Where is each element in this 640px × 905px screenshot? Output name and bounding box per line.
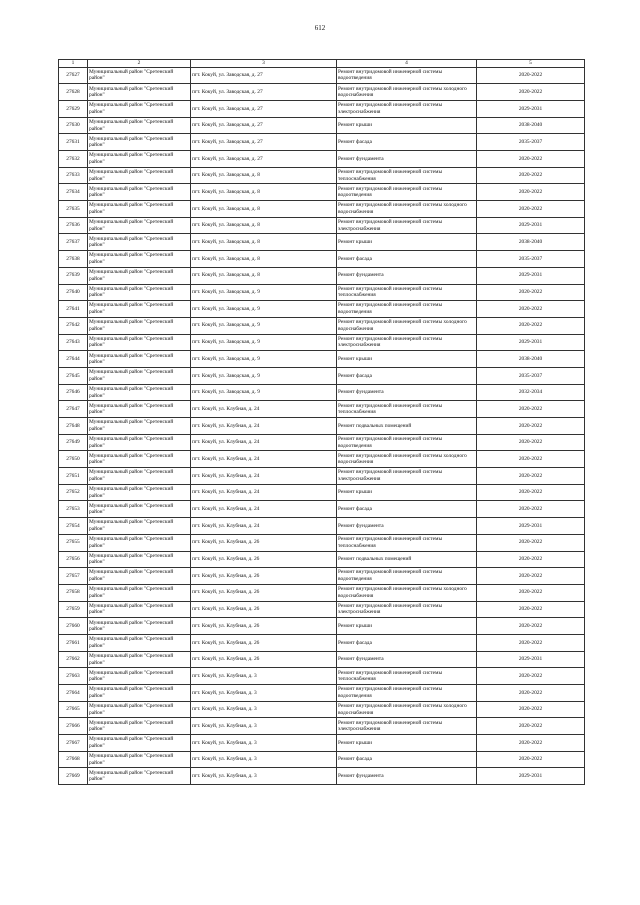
row-number: 27627: [59, 67, 88, 84]
municipality-cell: Муниципальный район "Сретенский район": [88, 685, 191, 702]
work-type-cell: Ремонт внутридомовой инженерной системы холодного водоснабжения: [337, 584, 477, 601]
row-number: 27648: [59, 418, 88, 435]
period-cell: 2020-2022: [477, 451, 585, 468]
municipality-cell: Муниципальный район "Сретенский район": [88, 601, 191, 618]
row-number: 27635: [59, 201, 88, 218]
address-cell: пгт. Кокуй, ул. Заводская, д. 27: [191, 67, 337, 84]
table-row: [59, 367, 585, 384]
address-cell: пгт. Кокуй, ул. Заводская, д. 9: [191, 317, 337, 334]
work-type-cell: Ремонт крыши: [337, 484, 477, 501]
row-number: 27639: [59, 267, 88, 284]
address-cell: пгт. Кокуй, ул. Заводская, д. 9: [191, 367, 337, 384]
address-cell: пгт. Кокуй, ул. Клубная, д. 26: [191, 568, 337, 585]
row-number: 27647: [59, 401, 88, 418]
period-cell: 2020-2022: [477, 668, 585, 685]
work-type-cell: Ремонт внутридомовой инженерной системы теплоснабжения: [337, 668, 477, 685]
row-number: 27631: [59, 134, 88, 151]
work-type-cell: Ремонт внутридомовой инженерной системы водоотведения: [337, 184, 477, 201]
address-cell: пгт. Кокуй, ул. Клубная, д. 26: [191, 618, 337, 635]
address-cell: пгт. Кокуй, ул. Клубная, д. 26: [191, 534, 337, 551]
row-number: 27628: [59, 84, 88, 101]
municipality-cell: Муниципальный район "Сретенский район": [88, 518, 191, 535]
work-type-cell: Ремонт внутридомовой инженерной системы водоотведения: [337, 568, 477, 585]
table-row: [59, 534, 585, 551]
municipality-cell: Муниципальный район "Сретенский район": [88, 184, 191, 201]
row-number: 27634: [59, 184, 88, 201]
work-type-cell: Ремонт внутридомовой инженерной системы холодного водоснабжения: [337, 317, 477, 334]
municipality-cell: Муниципальный район "Сретенский район": [88, 134, 191, 151]
address-cell: пгт. Кокуй, ул. Заводская, д. 8: [191, 267, 337, 284]
work-type-cell: Ремонт внутридомовой инженерной системы холодного водоснабжения: [337, 701, 477, 718]
municipality-cell: Муниципальный район "Сретенский район": [88, 284, 191, 301]
work-type-cell: Ремонт крыши: [337, 234, 477, 251]
work-type-cell: Ремонт фасада: [337, 634, 477, 651]
municipality-cell: Муниципальный район "Сретенский район": [88, 384, 191, 401]
address-cell: пгт. Кокуй, ул. Заводская, д. 9: [191, 334, 337, 351]
table-row: [59, 418, 585, 435]
table-row: [59, 401, 585, 418]
address-cell: пгт. Кокуй, ул. Клубная, д. 3: [191, 768, 337, 785]
municipality-cell: Муниципальный район "Сретенский район": [88, 217, 191, 234]
page-number: 612: [314, 24, 326, 32]
municipality-cell: Муниципальный район "Сретенский район": [88, 267, 191, 284]
municipality-cell: Муниципальный район "Сретенский район": [88, 568, 191, 585]
table-row: [59, 768, 585, 785]
address-cell: пгт. Кокуй, ул. Заводская, д. 27: [191, 151, 337, 168]
address-cell: пгт. Кокуй, ул. Клубная, д. 3: [191, 718, 337, 735]
row-number: 27657: [59, 568, 88, 585]
table-row: [59, 751, 585, 768]
work-type-cell: Ремонт крыши: [337, 735, 477, 752]
address-cell: пгт. Кокуй, ул. Клубная, д. 26: [191, 601, 337, 618]
period-cell: 2020-2022: [477, 718, 585, 735]
address-cell: пгт. Кокуй, ул. Клубная, д. 26: [191, 651, 337, 668]
row-number: 27661: [59, 634, 88, 651]
header-cell-1: 1: [59, 60, 88, 68]
address-cell: пгт. Кокуй, ул. Клубная, д. 3: [191, 668, 337, 685]
address-cell: пгт. Кокуй, ул. Клубная, д. 26: [191, 551, 337, 568]
work-type-cell: Ремонт внутридомовой инженерной системы теплоснабжения: [337, 534, 477, 551]
municipality-cell: Муниципальный район "Сретенский район": [88, 751, 191, 768]
row-number: 27666: [59, 718, 88, 735]
table-row: [59, 251, 585, 268]
address-cell: пгт. Кокуй, ул. Заводская, д. 9: [191, 301, 337, 318]
table-row: [59, 434, 585, 451]
table-row: [59, 301, 585, 318]
municipality-cell: Муниципальный район "Сретенский район": [88, 201, 191, 218]
table-row: [59, 201, 585, 218]
row-number: 27638: [59, 251, 88, 268]
address-cell: пгт. Кокуй, ул. Заводская, д. 27: [191, 134, 337, 151]
table-row: [59, 518, 585, 535]
period-cell: 2029-2031: [477, 100, 585, 117]
municipality-cell: Муниципальный район "Сретенский район": [88, 534, 191, 551]
work-type-cell: Ремонт фасада: [337, 501, 477, 518]
municipality-cell: Муниципальный район "Сретенский район": [88, 735, 191, 752]
municipality-cell: Муниципальный район "Сретенский район": [88, 701, 191, 718]
period-cell: 2020-2022: [477, 401, 585, 418]
address-cell: пгт. Кокуй, ул. Заводская, д. 8: [191, 251, 337, 268]
work-type-cell: Ремонт фундамента: [337, 518, 477, 535]
period-cell: 2020-2022: [477, 568, 585, 585]
work-type-cell: Ремонт фундамента: [337, 267, 477, 284]
period-cell: 2035-2037: [477, 134, 585, 151]
municipality-cell: Муниципальный район "Сретенский район": [88, 334, 191, 351]
work-type-cell: Ремонт внутридомовой инженерной системы теплоснабжения: [337, 401, 477, 418]
table-row: [59, 551, 585, 568]
period-cell: 2020-2022: [477, 634, 585, 651]
municipality-cell: Муниципальный район "Сретенский район": [88, 501, 191, 518]
period-cell: 2029-2031: [477, 768, 585, 785]
municipality-cell: Муниципальный район "Сретенский район": [88, 301, 191, 318]
header-cell-4: 4: [337, 60, 477, 68]
address-cell: пгт. Кокуй, ул. Заводская, д. 27: [191, 84, 337, 101]
period-cell: 2038-2040: [477, 351, 585, 368]
table-row: [59, 735, 585, 752]
work-type-cell: Ремонт внутридомовой инженерной системы холодного водоснабжения: [337, 84, 477, 101]
row-number: 27654: [59, 518, 88, 535]
municipality-cell: Муниципальный район "Сретенский район": [88, 551, 191, 568]
table-row: [59, 634, 585, 651]
period-cell: 2038-2040: [477, 117, 585, 134]
table-row: [59, 234, 585, 251]
address-cell: пгт. Кокуй, ул. Клубная, д. 3: [191, 701, 337, 718]
municipality-cell: Муниципальный район "Сретенский район": [88, 317, 191, 334]
table-row: [59, 334, 585, 351]
address-cell: пгт. Кокуй, ул. Клубная, д. 3: [191, 751, 337, 768]
period-cell: 2020-2022: [477, 751, 585, 768]
work-type-cell: Ремонт фасада: [337, 134, 477, 151]
period-cell: 2029-2031: [477, 267, 585, 284]
period-cell: 2020-2022: [477, 468, 585, 485]
municipality-cell: Муниципальный район "Сретенский район": [88, 634, 191, 651]
table-row: [59, 618, 585, 635]
table-body: [59, 60, 585, 785]
table-row: [59, 167, 585, 184]
header-cell-2: 2: [88, 60, 191, 68]
period-cell: 2020-2022: [477, 618, 585, 635]
address-cell: пгт. Кокуй, ул. Клубная, д. 24: [191, 434, 337, 451]
address-cell: пгт. Кокуй, ул. Клубная, д. 24: [191, 501, 337, 518]
municipality-cell: Муниципальный район "Сретенский район": [88, 251, 191, 268]
row-number: 27645: [59, 367, 88, 384]
period-cell: 2020-2022: [477, 685, 585, 702]
row-number: 27655: [59, 534, 88, 551]
work-type-cell: Ремонт подвальных помещений: [337, 418, 477, 435]
municipality-cell: Муниципальный район "Сретенский район": [88, 451, 191, 468]
municipality-cell: Муниципальный район "Сретенский район": [88, 117, 191, 134]
row-number: 27643: [59, 334, 88, 351]
table-row: [59, 501, 585, 518]
table-row: [59, 718, 585, 735]
municipality-cell: Муниципальный район "Сретенский район": [88, 468, 191, 485]
municipality-cell: Муниципальный район "Сретенский район": [88, 367, 191, 384]
row-number: 27668: [59, 751, 88, 768]
period-cell: 2029-2031: [477, 217, 585, 234]
period-cell: 2020-2022: [477, 701, 585, 718]
period-cell: 2020-2022: [477, 184, 585, 201]
municipality-cell: Муниципальный район "Сретенский район": [88, 351, 191, 368]
row-number: 27649: [59, 434, 88, 451]
table-row: [59, 184, 585, 201]
row-number: 27658: [59, 584, 88, 601]
row-number: 27636: [59, 217, 88, 234]
period-cell: 2020-2022: [477, 501, 585, 518]
period-cell: 2029-2031: [477, 518, 585, 535]
period-cell: 2020-2022: [477, 151, 585, 168]
table-header-row: [59, 60, 585, 68]
municipality-cell: Муниципальный район "Сретенский район": [88, 618, 191, 635]
table-row: [59, 484, 585, 501]
period-cell: 2020-2022: [477, 434, 585, 451]
municipality-cell: Муниципальный район "Сретенский район": [88, 100, 191, 117]
table-row: [59, 267, 585, 284]
period-cell: 2020-2022: [477, 67, 585, 84]
municipality-cell: Муниципальный район "Сретенский район": [88, 151, 191, 168]
row-number: 27664: [59, 685, 88, 702]
work-type-cell: Ремонт внутридомовой инженерной системы холодного водоснабжения: [337, 451, 477, 468]
repair-schedule-table: [58, 59, 585, 785]
work-type-cell: Ремонт внутридомовой инженерной системы водоотведения: [337, 67, 477, 84]
table-row: [59, 117, 585, 134]
row-number: 27640: [59, 284, 88, 301]
row-number: 27642: [59, 317, 88, 334]
row-number: 27637: [59, 234, 88, 251]
work-type-cell: Ремонт внутридомовой инженерной системы водоотведения: [337, 685, 477, 702]
row-number: 27650: [59, 451, 88, 468]
work-type-cell: Ремонт фасада: [337, 751, 477, 768]
table-row: [59, 584, 585, 601]
address-cell: пгт. Кокуй, ул. Клубная, д. 24: [191, 518, 337, 535]
work-type-cell: Ремонт внутридомовой инженерной системы холодного водоснабжения: [337, 201, 477, 218]
period-cell: 2029-2031: [477, 651, 585, 668]
municipality-cell: Муниципальный район "Сретенский район": [88, 84, 191, 101]
row-number: 27651: [59, 468, 88, 485]
address-cell: пгт. Кокуй, ул. Заводская, д. 27: [191, 100, 337, 117]
address-cell: пгт. Кокуй, ул. Клубная, д. 24: [191, 468, 337, 485]
period-cell: 2020-2022: [477, 167, 585, 184]
municipality-cell: Муниципальный район "Сретенский район": [88, 67, 191, 84]
row-number: 27646: [59, 384, 88, 401]
address-cell: пгт. Кокуй, ул. Заводская, д. 9: [191, 384, 337, 401]
work-type-cell: Ремонт внутридомовой инженерной системы теплоснабжения: [337, 167, 477, 184]
row-number: 27662: [59, 651, 88, 668]
work-type-cell: Ремонт внутридомовой инженерной системы теплоснабжения: [337, 284, 477, 301]
municipality-cell: Муниципальный район "Сретенский район": [88, 768, 191, 785]
table-row: [59, 685, 585, 702]
period-cell: 2020-2022: [477, 484, 585, 501]
table-row: [59, 67, 585, 84]
work-type-cell: Ремонт подвальных помещений: [337, 551, 477, 568]
table-row: [59, 701, 585, 718]
period-cell: 2020-2022: [477, 284, 585, 301]
table-row: [59, 217, 585, 234]
address-cell: пгт. Кокуй, ул. Клубная, д. 3: [191, 685, 337, 702]
period-cell: 2020-2022: [477, 418, 585, 435]
row-number: 27652: [59, 484, 88, 501]
municipality-cell: Муниципальный район "Сретенский район": [88, 434, 191, 451]
period-cell: 2038-2040: [477, 234, 585, 251]
header-cell-5: 5: [477, 60, 585, 68]
work-type-cell: Ремонт фасада: [337, 251, 477, 268]
period-cell: 2020-2022: [477, 317, 585, 334]
period-cell: 2020-2022: [477, 601, 585, 618]
work-type-cell: Ремонт фасада: [337, 367, 477, 384]
work-type-cell: Ремонт внутридомовой инженерной системы электроснабжения: [337, 601, 477, 618]
municipality-cell: Муниципальный район "Сретенский район": [88, 401, 191, 418]
address-cell: пгт. Кокуй, ул. Клубная, д. 26: [191, 584, 337, 601]
period-cell: 2020-2022: [477, 534, 585, 551]
header-cell-3: 3: [191, 60, 337, 68]
period-cell: 2020-2022: [477, 584, 585, 601]
work-type-cell: Ремонт фундамента: [337, 651, 477, 668]
period-cell: 2035-2037: [477, 251, 585, 268]
municipality-cell: Муниципальный район "Сретенский район": [88, 484, 191, 501]
work-type-cell: Ремонт фундамента: [337, 151, 477, 168]
table-row: [59, 668, 585, 685]
municipality-cell: Муниципальный район "Сретенский район": [88, 167, 191, 184]
period-cell: 2020-2022: [477, 551, 585, 568]
row-number: 27633: [59, 167, 88, 184]
table-row: [59, 151, 585, 168]
municipality-cell: Муниципальный район "Сретенский район": [88, 651, 191, 668]
municipality-cell: Муниципальный район "Сретенский район": [88, 718, 191, 735]
row-number: 27659: [59, 601, 88, 618]
row-number: 27669: [59, 768, 88, 785]
period-cell: 2020-2022: [477, 84, 585, 101]
row-number: 27632: [59, 151, 88, 168]
address-cell: пгт. Кокуй, ул. Заводская, д. 27: [191, 117, 337, 134]
municipality-cell: Муниципальный район "Сретенский район": [88, 584, 191, 601]
row-number: 27667: [59, 735, 88, 752]
table-row: [59, 100, 585, 117]
address-cell: пгт. Кокуй, ул. Клубная, д. 24: [191, 484, 337, 501]
address-cell: пгт. Кокуй, ул. Клубная, д. 26: [191, 634, 337, 651]
address-cell: пгт. Кокуй, ул. Заводская, д. 8: [191, 167, 337, 184]
table-row: [59, 384, 585, 401]
address-cell: пгт. Кокуй, ул. Клубная, д. 24: [191, 401, 337, 418]
address-cell: пгт. Кокуй, ул. Клубная, д. 24: [191, 418, 337, 435]
address-cell: пгт. Кокуй, ул. Заводская, д. 8: [191, 201, 337, 218]
period-cell: 2035-2037: [477, 367, 585, 384]
period-cell: 2020-2022: [477, 301, 585, 318]
row-number: 27660: [59, 618, 88, 635]
table-row: [59, 451, 585, 468]
municipality-cell: Муниципальный район "Сретенский район": [88, 234, 191, 251]
period-cell: 2032-2034: [477, 384, 585, 401]
table-row: [59, 468, 585, 485]
address-cell: пгт. Кокуй, ул. Заводская, д. 8: [191, 234, 337, 251]
row-number: 27663: [59, 668, 88, 685]
period-cell: 2020-2022: [477, 201, 585, 218]
row-number: 27630: [59, 117, 88, 134]
row-number: 27641: [59, 301, 88, 318]
work-type-cell: Ремонт крыши: [337, 117, 477, 134]
address-cell: пгт. Кокуй, ул. Заводская, д. 9: [191, 284, 337, 301]
work-type-cell: Ремонт внутридомовой инженерной системы электроснабжения: [337, 334, 477, 351]
work-type-cell: Ремонт внутридомовой инженерной системы электроснабжения: [337, 468, 477, 485]
address-cell: пгт. Кокуй, ул. Заводская, д. 8: [191, 217, 337, 234]
address-cell: пгт. Кокуй, ул. Клубная, д. 24: [191, 451, 337, 468]
row-number: 27629: [59, 100, 88, 117]
table-row: [59, 351, 585, 368]
address-cell: пгт. Кокуй, ул. Клубная, д. 3: [191, 735, 337, 752]
work-type-cell: Ремонт фундамента: [337, 768, 477, 785]
work-type-cell: Ремонт фундамента: [337, 384, 477, 401]
municipality-cell: Муниципальный район "Сретенский район": [88, 668, 191, 685]
row-number: 27653: [59, 501, 88, 518]
work-type-cell: Ремонт внутридомовой инженерной системы электроснабжения: [337, 718, 477, 735]
table-row: [59, 134, 585, 151]
period-cell: 2020-2022: [477, 735, 585, 752]
municipality-cell: Муниципальный район "Сретенский район": [88, 418, 191, 435]
row-number: 27665: [59, 701, 88, 718]
row-number: 27644: [59, 351, 88, 368]
work-type-cell: Ремонт крыши: [337, 618, 477, 635]
work-type-cell: Ремонт внутридомовой инженерной системы электроснабжения: [337, 217, 477, 234]
table-row: [59, 601, 585, 618]
period-cell: 2029-2031: [477, 334, 585, 351]
table-row: [59, 651, 585, 668]
work-type-cell: Ремонт внутридомовой инженерной системы водоотведения: [337, 434, 477, 451]
work-type-cell: Ремонт крыши: [337, 351, 477, 368]
address-cell: пгт. Кокуй, ул. Заводская, д. 8: [191, 184, 337, 201]
table-row: [59, 568, 585, 585]
table-row: [59, 84, 585, 101]
work-type-cell: Ремонт внутридомовой инженерной системы электроснабжения: [337, 100, 477, 117]
table-row: [59, 284, 585, 301]
table-row: [59, 317, 585, 334]
address-cell: пгт. Кокуй, ул. Заводская, д. 9: [191, 351, 337, 368]
work-type-cell: Ремонт внутридомовой инженерной системы водоотведения: [337, 301, 477, 318]
row-number: 27656: [59, 551, 88, 568]
